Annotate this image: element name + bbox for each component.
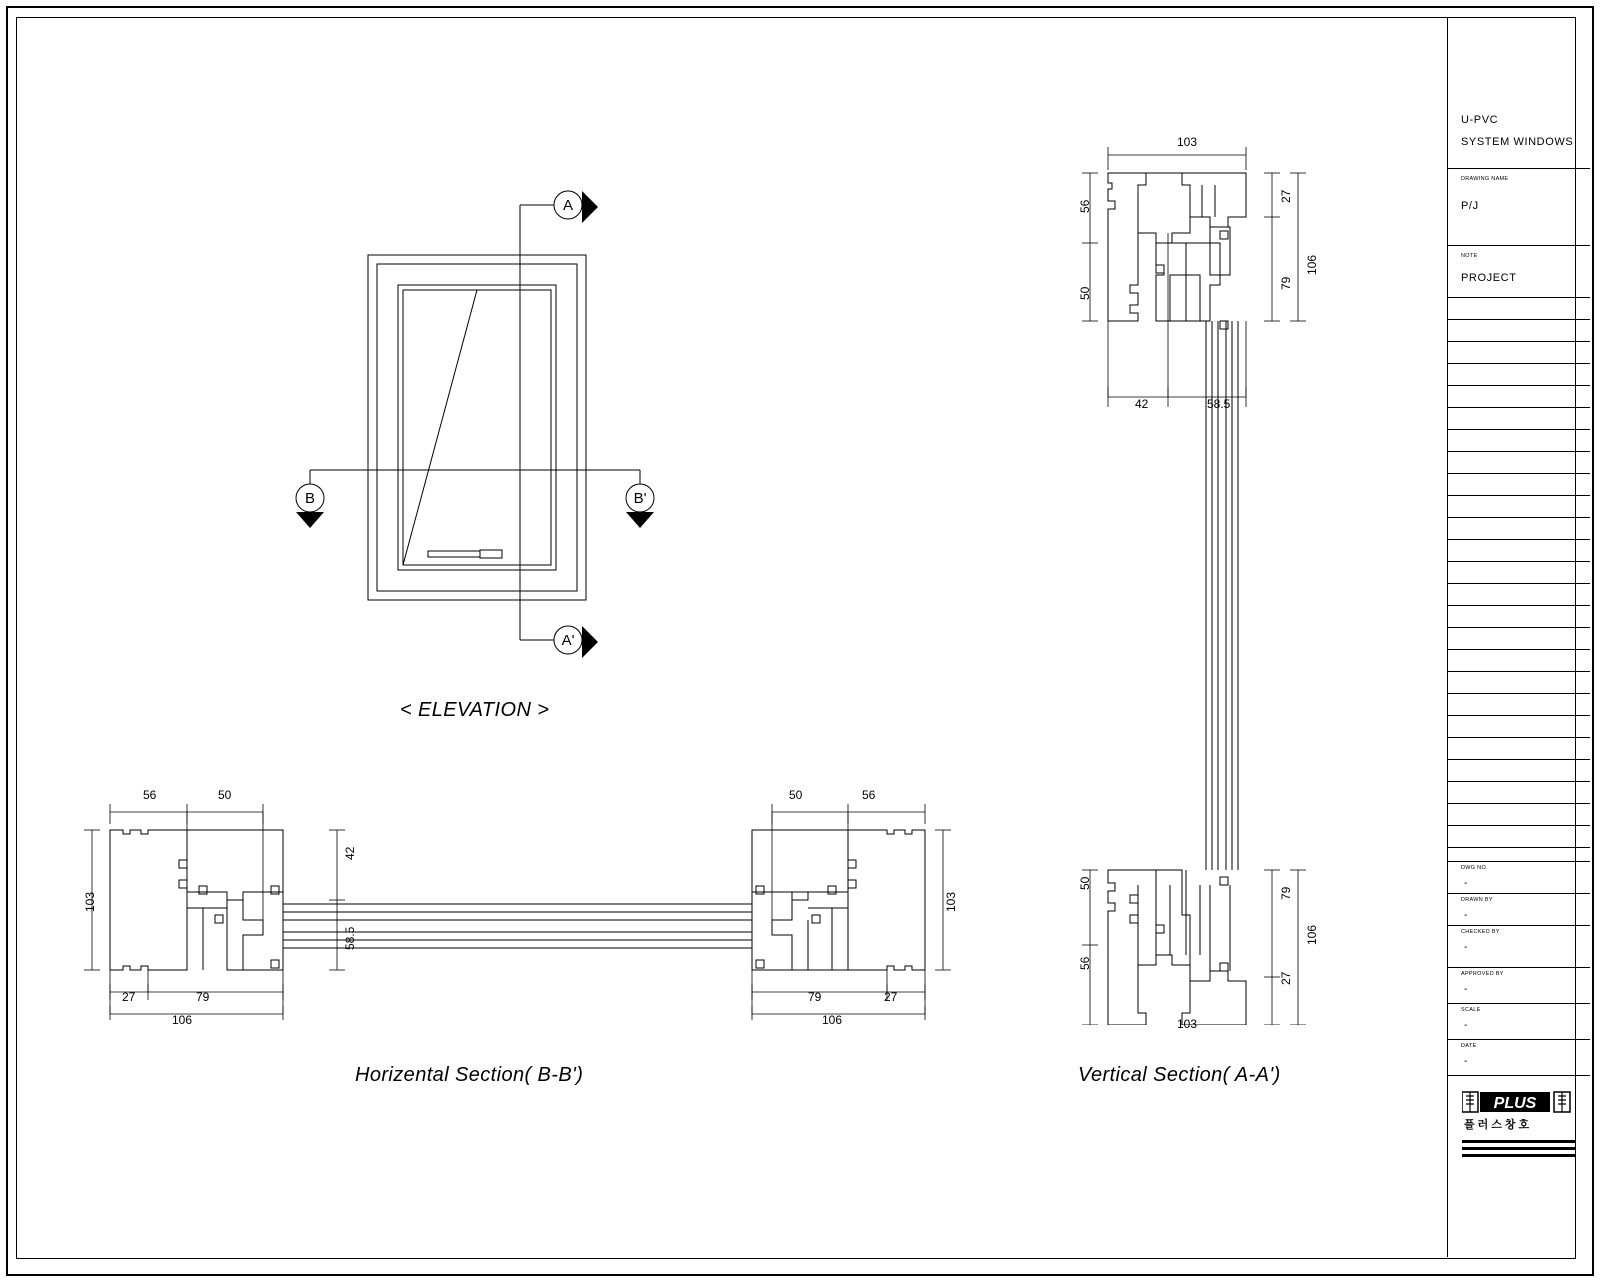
field-value-date: - [1464, 1056, 1468, 1067]
section-marker-B [296, 484, 324, 528]
hs-left-bottom-dim-79: 79 [196, 990, 210, 1004]
rule-15 [1447, 605, 1590, 606]
rule-22 [1447, 759, 1590, 760]
vs-top-width-dim: 103 [1177, 135, 1198, 149]
hs-left-side-dim-103: 103 [83, 891, 97, 912]
svg-text:A: A [562, 197, 574, 214]
elevation-view [280, 180, 700, 680]
rule-1 [1447, 297, 1590, 298]
vertical-section-view [1060, 125, 1340, 1025]
rule-4 [1447, 363, 1590, 364]
vs-top-right-dim-79: 79 [1279, 276, 1293, 290]
company-name-korean: 플러스창호 [1464, 1119, 1533, 1131]
rule-8 [1447, 451, 1590, 452]
rule-20 [1447, 715, 1590, 716]
elevation-caption: < ELEVATION > [400, 699, 550, 721]
field-label-drawn-by: DRAWN BY [1461, 897, 1493, 903]
field-divider-1 [1447, 861, 1590, 862]
hs-right-bottom-dim-79: 79 [808, 990, 822, 1004]
field-divider-6 [1447, 1039, 1590, 1040]
title-block-divider [1447, 17, 1448, 1257]
rule-17 [1447, 649, 1590, 650]
svg-text:B': B' [633, 490, 647, 507]
logo-underline-1 [1462, 1140, 1575, 1143]
field-label-approved-by: APPROVED BY [1461, 971, 1504, 977]
field-value-checked-by: - [1464, 942, 1468, 953]
field-divider-4 [1447, 967, 1590, 968]
vs-top-left-dim-56: 56 [1078, 199, 1092, 213]
rule-6 [1447, 407, 1590, 408]
rule-14 [1447, 583, 1590, 584]
rule-10 [1447, 495, 1590, 496]
rule-11 [1447, 517, 1590, 518]
vs-bottom-left-dim-56: 56 [1078, 956, 1092, 970]
note-label: NOTE [1461, 253, 1478, 259]
rule-19 [1447, 693, 1590, 694]
vs-top-right-dim-106: 106 [1305, 254, 1319, 275]
vs-bottom-right-dim-27: 27 [1279, 971, 1293, 985]
hs-left-bottom-dim-27: 27 [122, 990, 136, 1004]
rule-21 [1447, 737, 1590, 738]
svg-text:PLUS: PLUS [1493, 1095, 1537, 1112]
field-divider-2 [1447, 893, 1590, 894]
horizontal-section-caption: Horizental Section( B-B') [355, 1064, 584, 1086]
horizontal-section-right [505, 800, 958, 1020]
title-line-1: U-PVC [1461, 114, 1499, 126]
title-line-2: SYSTEM WINDOWS [1461, 136, 1574, 148]
logo-underline-3 [1462, 1154, 1575, 1157]
field-divider-3 [1447, 925, 1590, 926]
drawing-name-label: DRAWING NAME [1461, 176, 1509, 182]
rule-12 [1447, 539, 1590, 540]
vs-top-left-dim-50: 50 [1078, 286, 1092, 300]
section-marker-A-prime [554, 626, 598, 658]
tb-divider-1 [1447, 168, 1590, 169]
vs-bottom-left-dim-50: 50 [1078, 876, 1092, 890]
vs-top-right-dim-27: 27 [1279, 189, 1293, 203]
field-divider-5 [1447, 1003, 1590, 1004]
field-label-dwg-no: DWG NO. [1461, 865, 1488, 871]
vertical-section-caption: Vertical Section( A-A') [1078, 1064, 1281, 1086]
hs-left-top-dim-50: 50 [218, 788, 232, 802]
rule-5 [1447, 385, 1590, 386]
horizontal-section-left [75, 800, 525, 1020]
hs-right-total-dim-106: 106 [822, 1013, 843, 1027]
field-label-date: DATE [1461, 1043, 1477, 1049]
company-logo [1462, 1090, 1575, 1114]
rule-7 [1447, 429, 1590, 430]
logo-underline-2 [1462, 1147, 1575, 1150]
hs-right-top-dim-50: 50 [789, 788, 803, 802]
svg-text:B: B [304, 490, 316, 507]
rule-23 [1447, 781, 1590, 782]
vs-bottom-right-dim-79: 79 [1279, 886, 1293, 900]
rule-25 [1447, 825, 1590, 826]
vs-top-bottom-dim-585: 58.5 [1207, 397, 1231, 411]
field-divider-7 [1447, 1075, 1590, 1076]
rule-16 [1447, 627, 1590, 628]
field-label-checked-by: CHECKED BY [1461, 929, 1500, 935]
field-value-dwg-no: - [1464, 878, 1468, 889]
field-label-scale: SCALE [1461, 1007, 1481, 1013]
rule-24 [1447, 803, 1590, 804]
section-marker-B-prime [626, 484, 654, 528]
rule-2 [1447, 319, 1590, 320]
svg-text:A': A' [561, 632, 575, 649]
rule-18 [1447, 671, 1590, 672]
hs-right-top-dim-56: 56 [862, 788, 876, 802]
hs-left-inner-dim-42: 42 [343, 846, 357, 860]
field-value-drawn-by: - [1464, 910, 1468, 921]
rule-9 [1447, 473, 1590, 474]
hs-left-top-dim-56: 56 [143, 788, 157, 802]
hs-right-bottom-dim-27: 27 [884, 990, 898, 1004]
field-value-scale: - [1464, 1020, 1468, 1031]
vs-bottom-right-dim-106: 106 [1305, 924, 1319, 945]
rule-3 [1447, 341, 1590, 342]
field-value-approved-by: - [1464, 984, 1468, 995]
section-marker-A [554, 191, 598, 223]
rule-13 [1447, 561, 1590, 562]
tb-divider-2 [1447, 245, 1590, 246]
drawing-name-value: P/J [1461, 200, 1479, 212]
vs-top-bottom-dim-42: 42 [1135, 397, 1149, 411]
hs-right-side-dim-103: 103 [944, 891, 958, 912]
note-value: PROJECT [1461, 272, 1517, 284]
hs-left-total-dim-106: 106 [172, 1013, 193, 1027]
rule-26 [1447, 847, 1590, 848]
vs-bottom-width-dim: 103 [1177, 1017, 1198, 1031]
hs-left-inner-dim-585: 58.5 [343, 926, 357, 950]
sheet-border-inner [16, 17, 1576, 1259]
